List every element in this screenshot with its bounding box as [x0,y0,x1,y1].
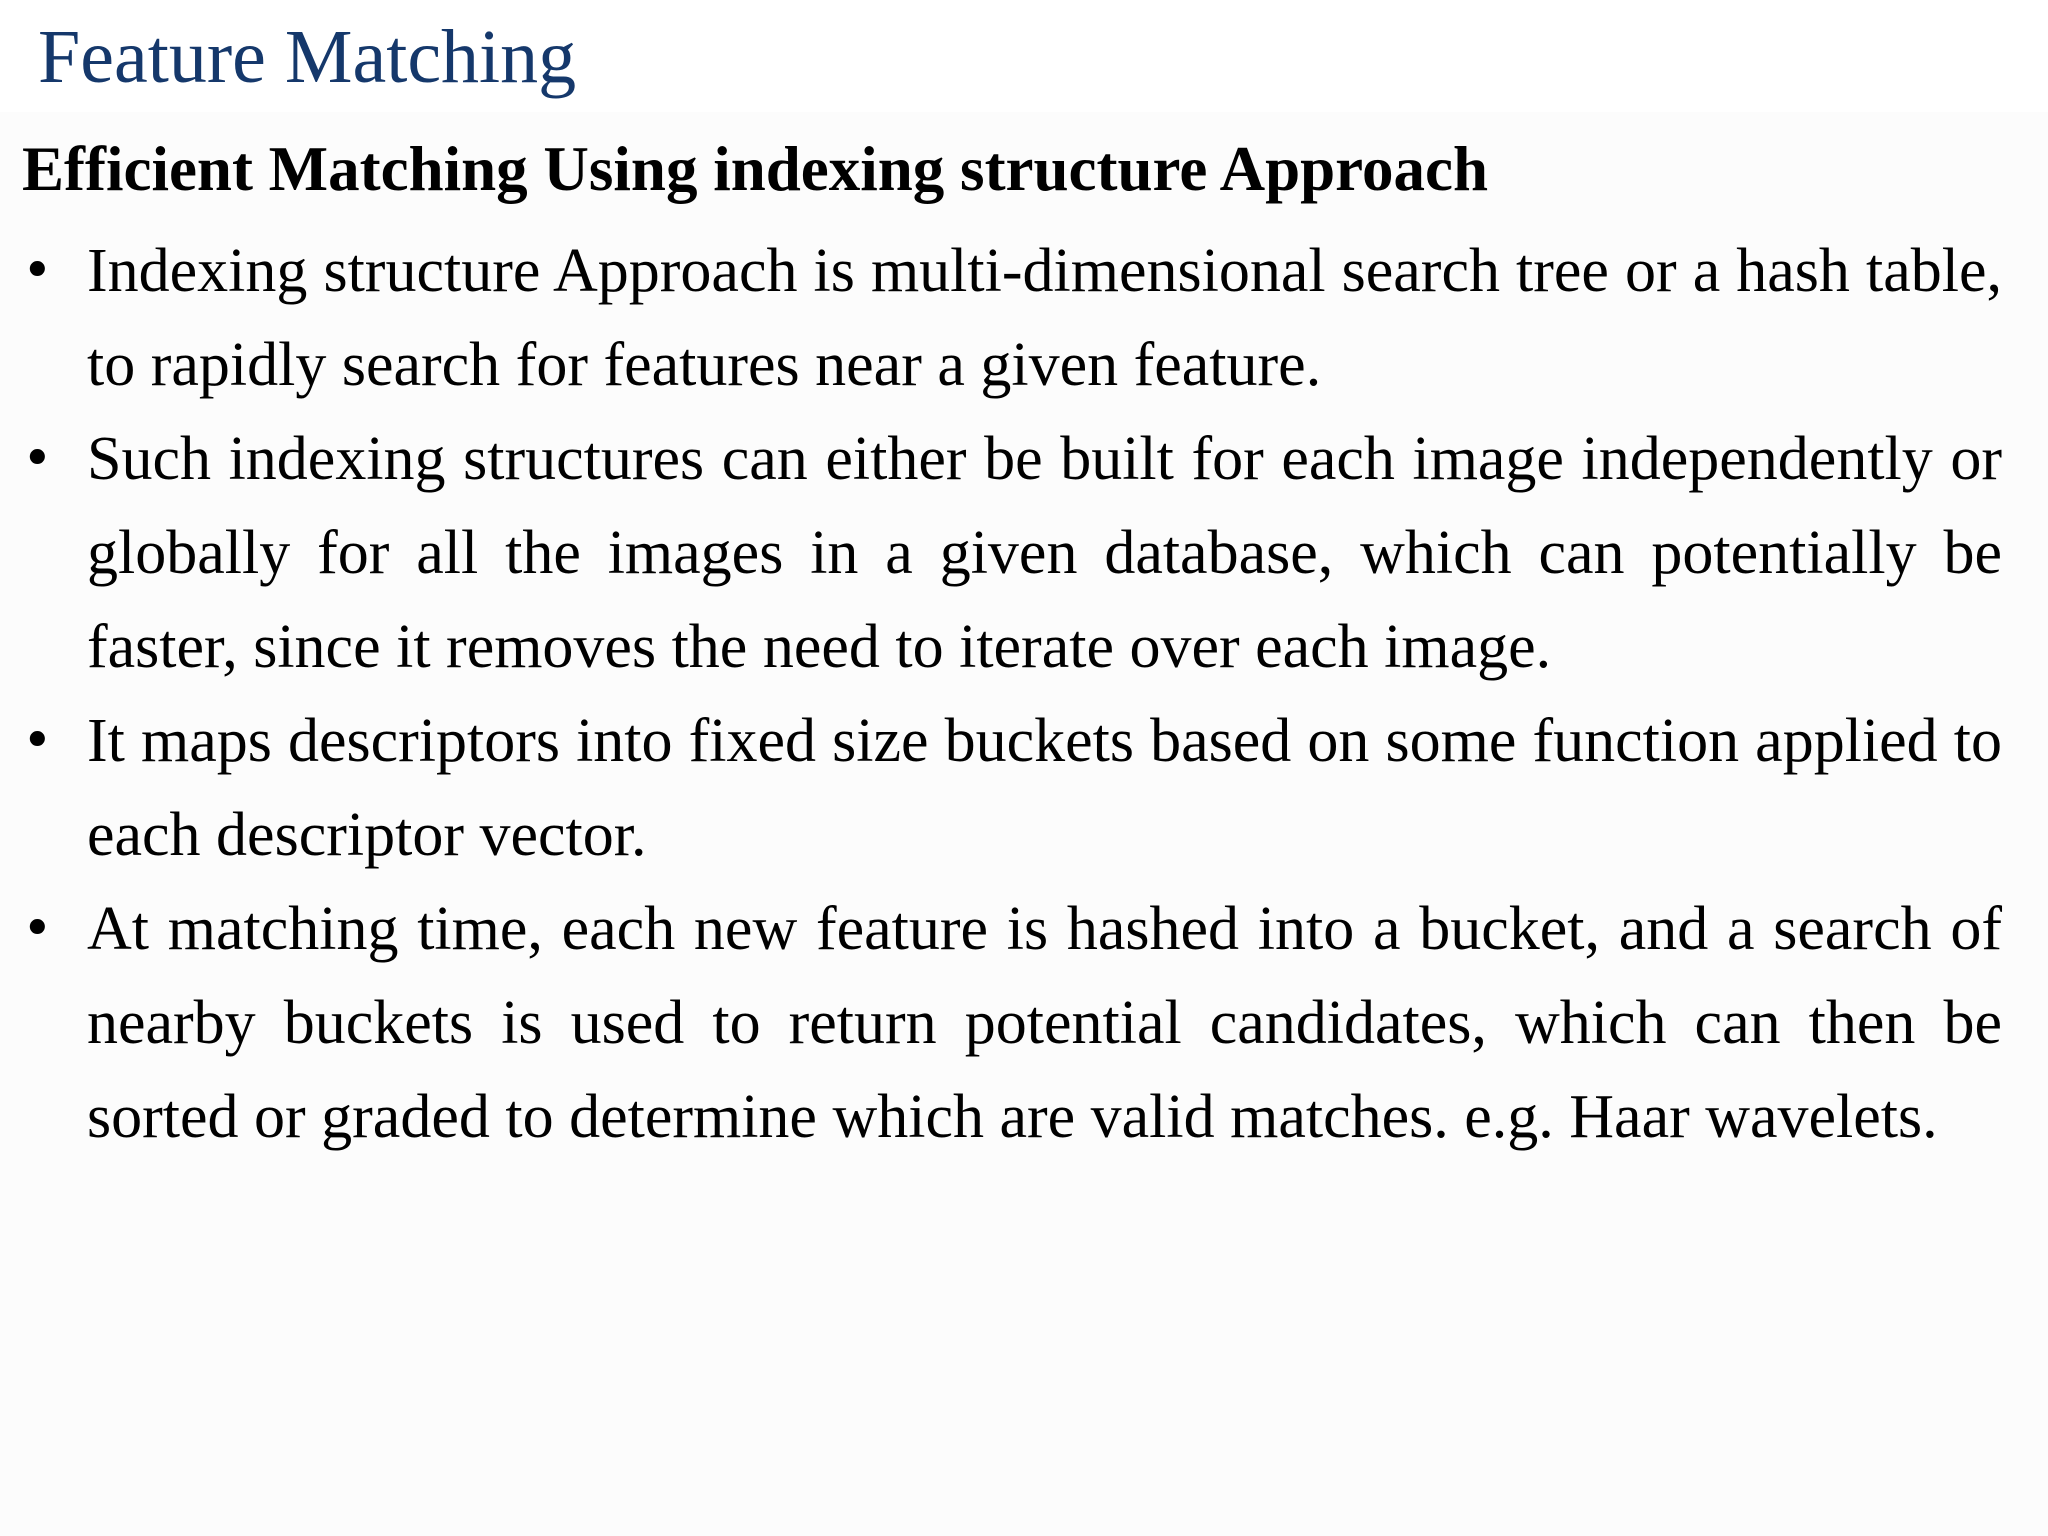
bullet-item [0,694,2048,882]
bullet-dot-icon: • [22,429,53,489]
bullet-text: Such indexing structures can either be built for each image independently or globally for all the images in a given database, which can potentially be faster, since it removes the need to iterate over each image. [87,425,2002,681]
bullet-list [0,224,2048,1164]
bullet-item [0,882,2048,1164]
slide-title: Feature Matching [38,15,577,99]
bullet-text: At matching time, each new feature is hashed into a bucket, and a search of nearby buckets is used to return potential candidates, which can then be sorted or graded to determine which are valid matches. e.g. Haar wavelets. [87,895,2002,1151]
bullet-dot-icon: • [22,241,53,301]
slide-subtitle: Efficient Matching Using indexing structure Approach [22,134,1488,204]
bullet-dot-icon: • [22,899,53,959]
bullet-dot-icon: • [22,711,53,771]
bullet-item [0,412,2048,694]
bullet-text: It maps descriptors into fixed size buckets based on some function applied to each descriptor vector. [87,707,2002,869]
bullet-item [0,224,2048,412]
bullet-text: Indexing structure Approach is multi-dimensional search tree or a hash table, to rapidly search for features near a given feature. [87,237,2002,399]
